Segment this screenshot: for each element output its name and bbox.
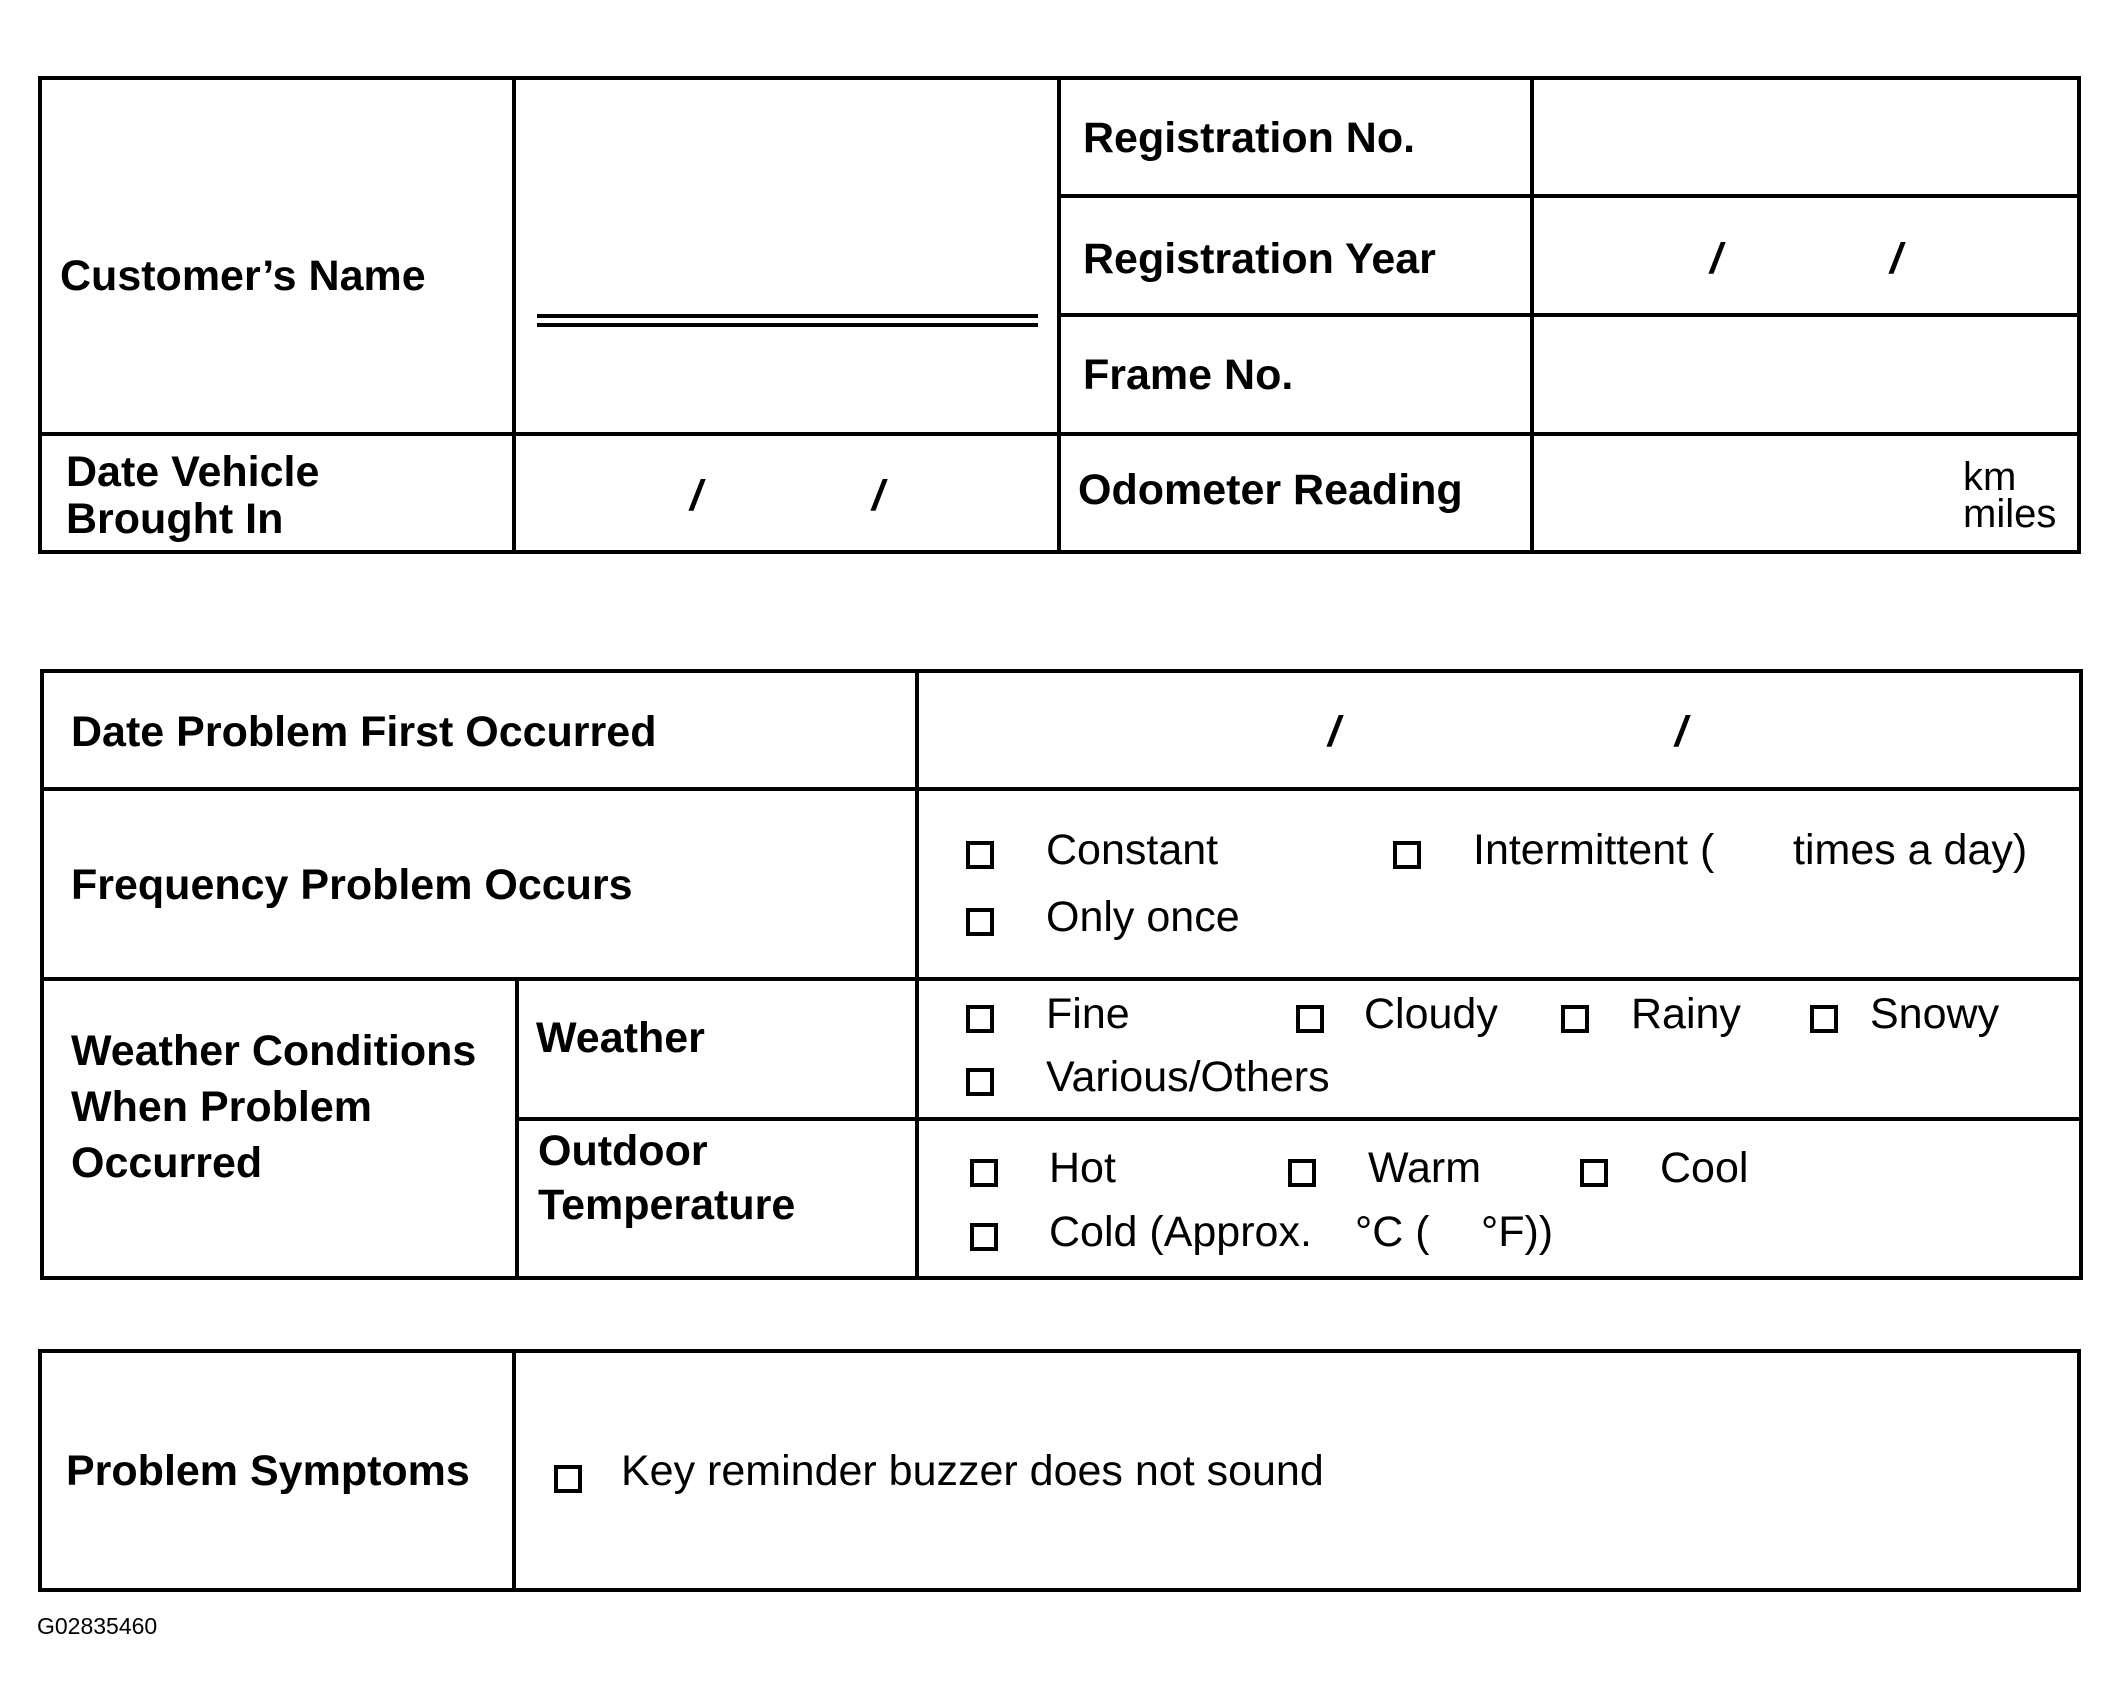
registration-year-label: Registration Year <box>1083 235 1436 283</box>
frequency-label: Frequency Problem Occurs <box>71 861 633 909</box>
snowy-option-label: Snowy <box>1870 990 2000 1038</box>
rainy-option-label: Rainy <box>1631 990 1741 1038</box>
frame-no-field[interactable] <box>1536 319 2077 431</box>
cloudy-checkbox[interactable] <box>1296 1005 1324 1033</box>
customer-name-label: Customer’s Name <box>60 252 426 300</box>
hot-checkbox[interactable] <box>970 1159 998 1187</box>
weather-conditions-label: Occurred <box>71 1139 263 1187</box>
warm-checkbox[interactable] <box>1288 1159 1316 1187</box>
frame-no-label: Frame No. <box>1083 351 1294 399</box>
divider <box>38 432 2081 436</box>
registration-no-field[interactable] <box>1536 80 2077 192</box>
intermittent-suffix-label: times a day) <box>1793 826 2028 874</box>
outdoor-temperature-label: Temperature <box>538 1181 796 1229</box>
divider <box>40 977 2083 981</box>
celsius-label: °C ( <box>1355 1208 1430 1256</box>
divider <box>915 669 919 1280</box>
only-once-option-label: Only once <box>1046 893 1240 941</box>
weather-conditions-label: Weather Conditions <box>71 1027 477 1075</box>
cold-option-label: Cold (Approx. <box>1049 1208 1312 1256</box>
various-option-label: Various/Others <box>1046 1053 1330 1101</box>
cloudy-option-label: Cloudy <box>1364 990 1498 1038</box>
divider <box>512 76 516 554</box>
date-brought-in-label: Brought In <box>66 495 284 543</box>
date-separator: / <box>1890 235 1902 283</box>
odometer-unit-miles: miles <box>1963 492 2057 536</box>
fahrenheit-label: °F)) <box>1481 1208 1554 1256</box>
date-first-occurred-label: Date Problem First Occurred <box>71 708 657 756</box>
date-separator: / <box>1675 708 1687 756</box>
date-separator: / <box>690 472 702 520</box>
date-separator: / <box>872 472 884 520</box>
odometer-label: Odometer Reading <box>1078 466 1463 514</box>
divider <box>515 1117 2083 1121</box>
problem-symptoms-label: Problem Symptoms <box>66 1447 470 1495</box>
key-reminder-checkbox[interactable] <box>554 1465 582 1493</box>
registration-no-label: Registration No. <box>1083 114 1416 162</box>
cold-checkbox[interactable] <box>970 1223 998 1251</box>
various-checkbox[interactable] <box>966 1068 994 1096</box>
date-separator: / <box>1328 708 1340 756</box>
figure-code: G02835460 <box>37 1613 158 1639</box>
weather-label: Weather <box>536 1014 705 1062</box>
intermittent-option-label: Intermittent ( <box>1473 826 1715 874</box>
weather-conditions-label: When Problem <box>71 1083 373 1131</box>
date-separator: / <box>1710 235 1722 283</box>
customer-name-field-underline <box>537 323 1038 327</box>
fine-option-label: Fine <box>1046 990 1130 1038</box>
odometer-unit-km: km <box>1963 455 2017 499</box>
warm-option-label: Warm <box>1368 1144 1482 1192</box>
intermittent-checkbox[interactable] <box>1393 841 1421 869</box>
only-once-checkbox[interactable] <box>966 908 994 936</box>
divider <box>515 977 519 1280</box>
divider <box>1057 313 2081 317</box>
rainy-checkbox[interactable] <box>1561 1005 1589 1033</box>
cool-checkbox[interactable] <box>1580 1159 1608 1187</box>
hot-option-label: Hot <box>1049 1144 1116 1192</box>
key-reminder-option-label: Key reminder buzzer does not sound <box>621 1447 1324 1495</box>
divider <box>40 787 2083 791</box>
divider <box>1057 194 2081 198</box>
constant-option-label: Constant <box>1046 826 1219 874</box>
customer-name-field[interactable] <box>537 314 1038 318</box>
cool-option-label: Cool <box>1660 1144 1749 1192</box>
divider <box>512 1349 516 1592</box>
snowy-checkbox[interactable] <box>1810 1005 1838 1033</box>
constant-checkbox[interactable] <box>966 841 994 869</box>
date-brought-in-label: Date Vehicle <box>66 448 320 496</box>
outdoor-temperature-label: Outdoor <box>538 1127 708 1175</box>
fine-checkbox[interactable] <box>966 1005 994 1033</box>
